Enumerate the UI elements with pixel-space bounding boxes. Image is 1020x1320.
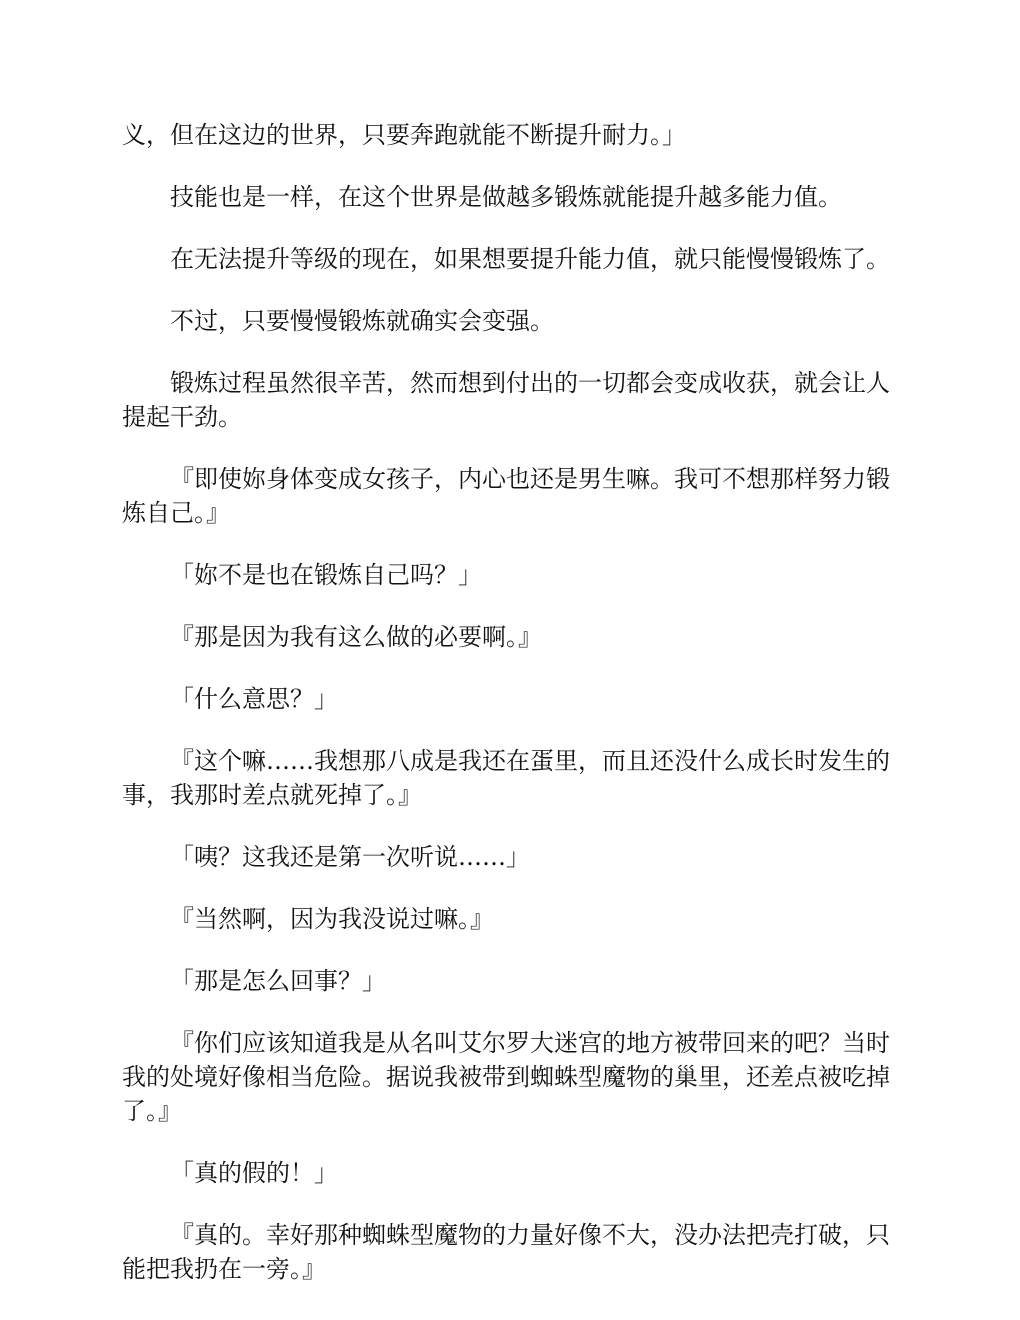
paragraph-14: 『你们应该知道我是从名叫艾尔罗大迷宫的地方被带回来的吧？当时我的处境好像相当危险。据说我被带到蜘蛛型魔物的巢里，还差点被吃掉了。』 xyxy=(122,1029,890,1125)
paragraph-15: 「真的假的！」 xyxy=(170,1159,338,1187)
paragraph-8: 『那是因为我有这么做的必要啊。』 xyxy=(170,623,542,651)
paragraph-16: 『真的。幸好那种蜘蛛型魔物的力量好像不大，没办法把壳打破，只能把我扔在一旁。』 xyxy=(122,1221,890,1283)
paragraph-2: 技能也是一样，在这个世界是做越多锻炼就能提升越多能力值。 xyxy=(170,183,842,211)
paragraph-7: 「妳不是也在锻炼自己吗？」 xyxy=(170,561,482,589)
paragraph-6: 『即使妳身体变成女孩子，内心也还是男生嘛。我可不想那样努力锻炼自己。』 xyxy=(122,465,890,527)
paragraph-12: 『当然啊，因为我没说过嘛。』 xyxy=(170,905,494,933)
paragraph-10: 『这个嘛……我想那八成是我还在蛋里，而且还没什么成长时发生的事，我那时差点就死掉了。』 xyxy=(122,747,890,809)
paragraph-1: 义，但在这边的世界，只要奔跑就能不断提升耐力。」 xyxy=(122,121,686,149)
paragraph-5: 锻炼过程虽然很辛苦，然而想到付出的一切都会变成收获，就会让人提起干劲。 xyxy=(122,369,890,431)
paragraph-13: 「那是怎么回事？」 xyxy=(170,967,386,995)
paragraph-3: 在无法提升等级的现在，如果想要提升能力值，就只能慢慢锻炼了。 xyxy=(170,245,890,273)
paragraph-9: 「什么意思？」 xyxy=(170,685,338,713)
document-page xyxy=(122,118,898,1314)
paragraph-4: 不过，只要慢慢锻炼就确实会变强。 xyxy=(170,307,554,335)
paragraph-11: 「咦？这我还是第一次听说……」 xyxy=(170,843,530,871)
